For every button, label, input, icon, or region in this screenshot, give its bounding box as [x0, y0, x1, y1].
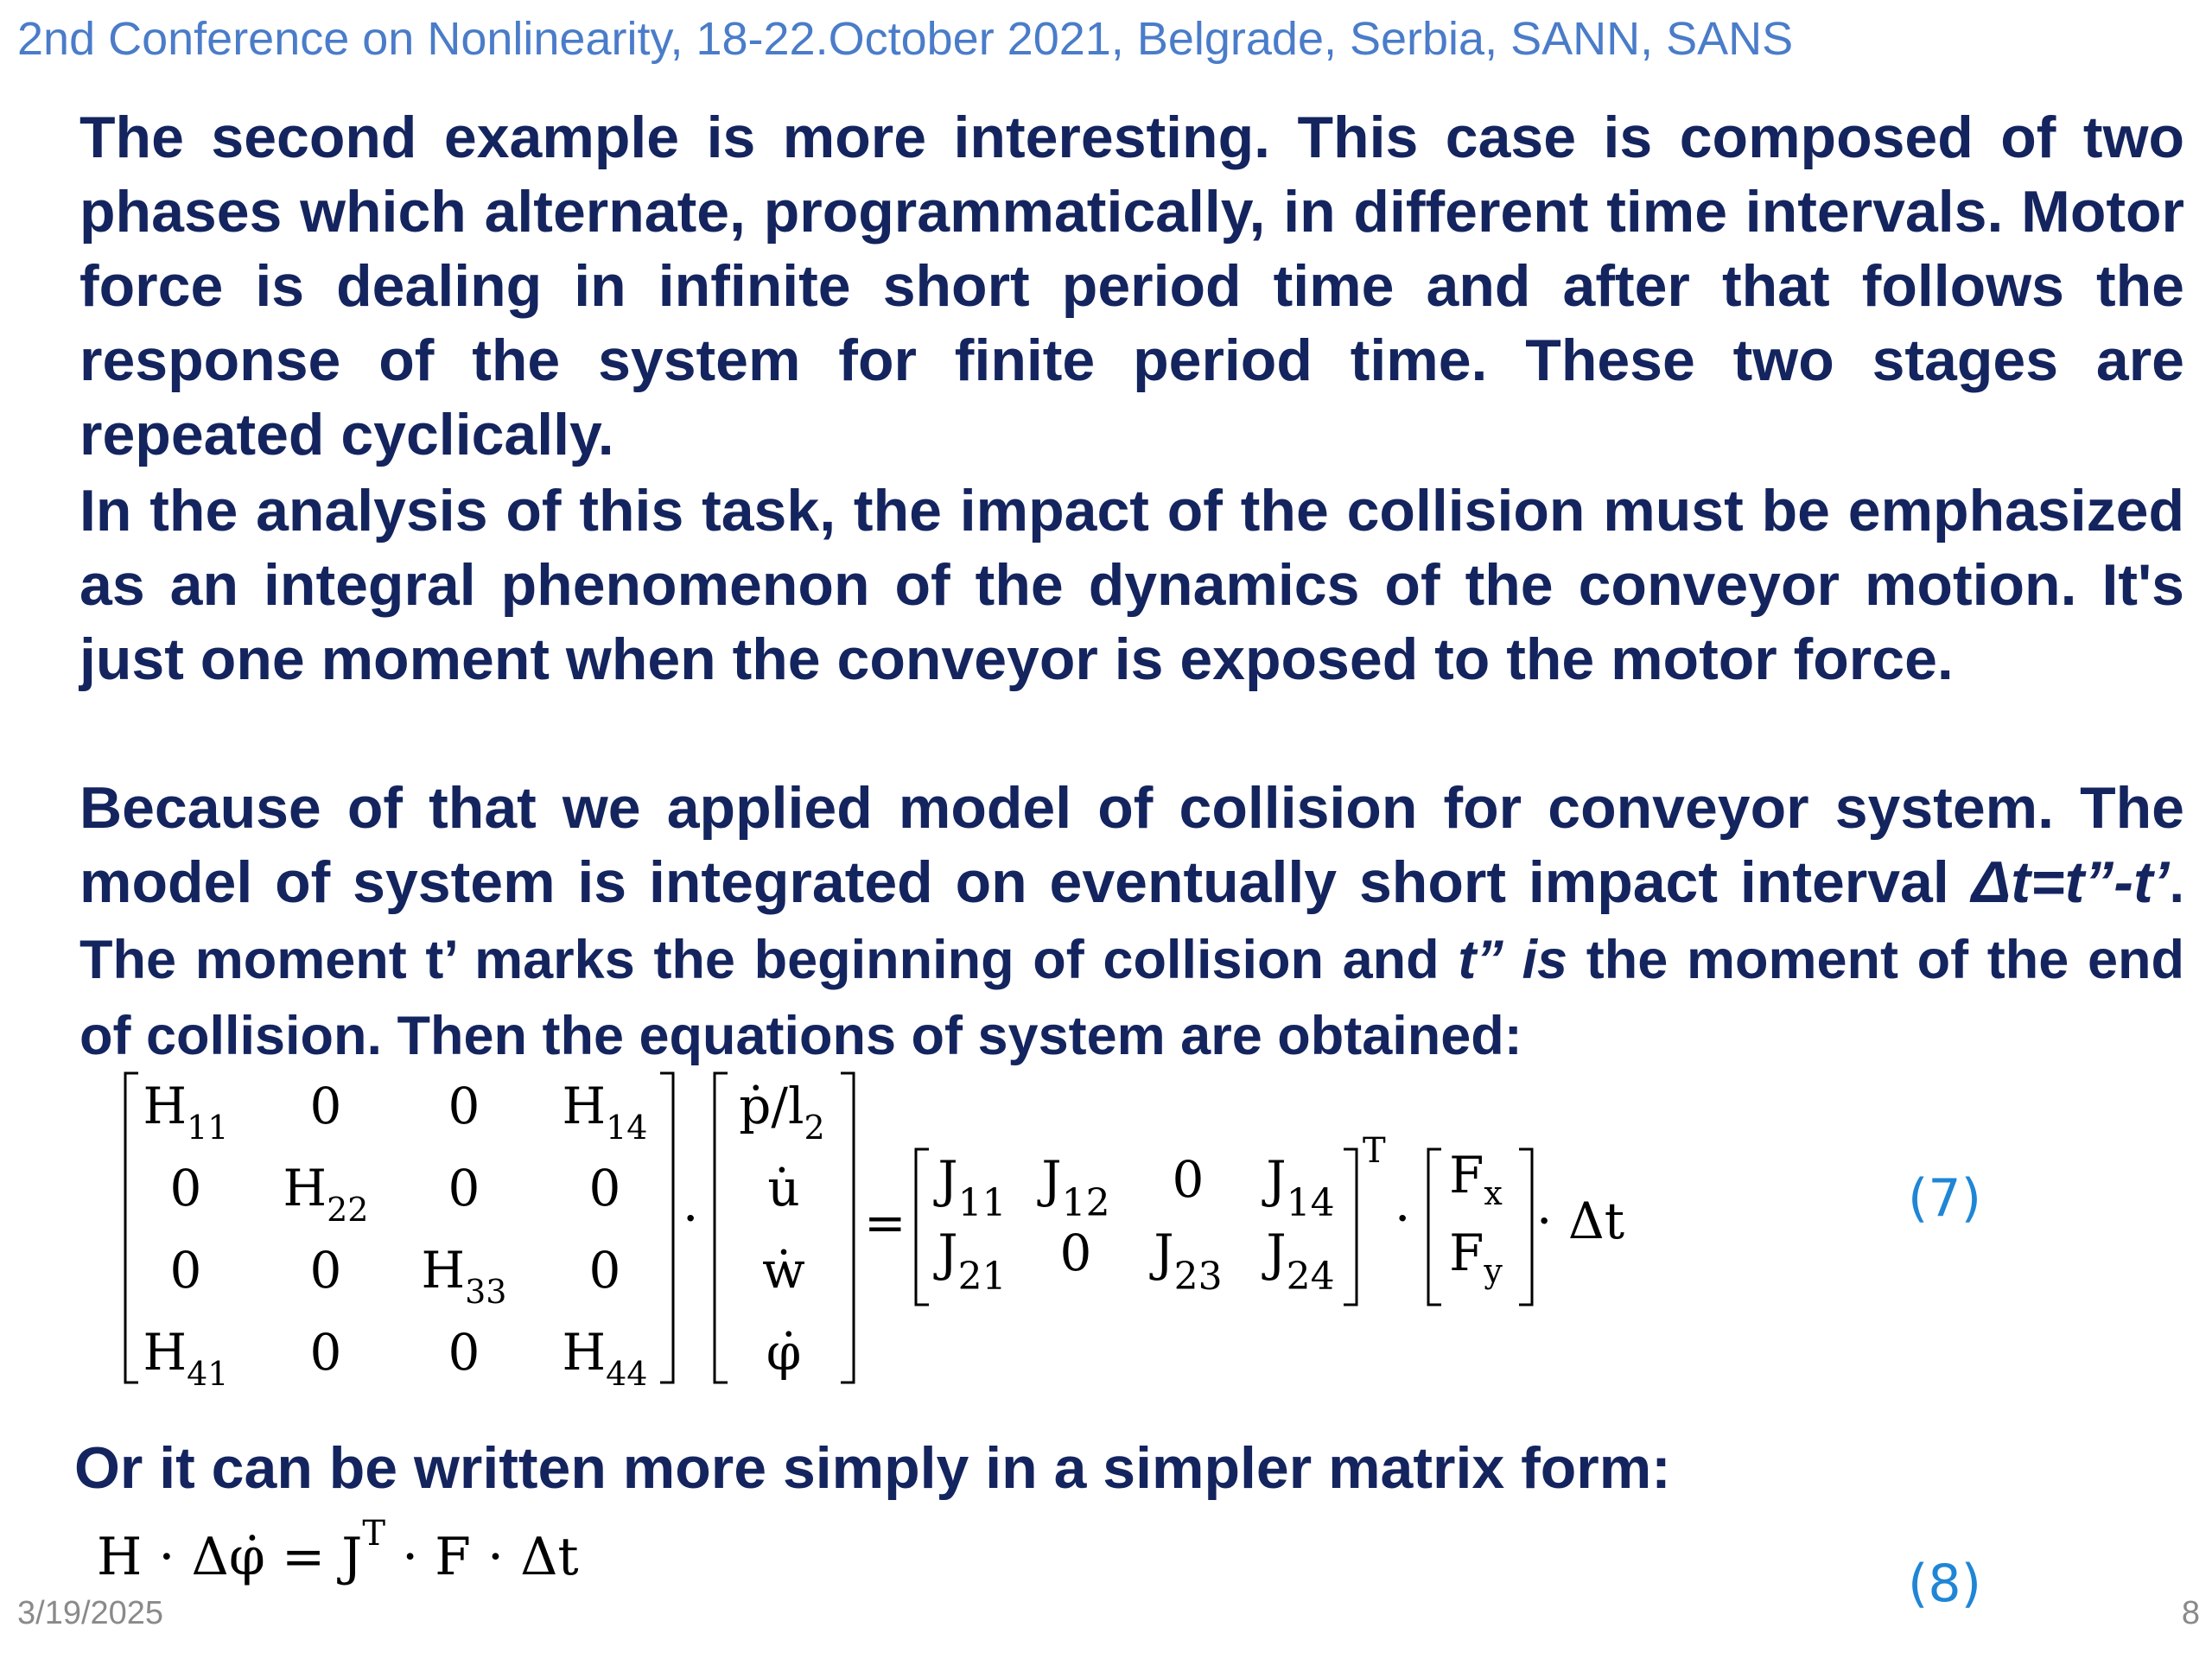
j-matrix-cell: $J_{12}$ — [1041, 1150, 1110, 1225]
impact-interval-formula: Δt=t”-t’ — [1971, 849, 2170, 915]
collision-model-text-2: . The moment t’ marks the beginning of collision and — [79, 854, 2184, 990]
h-matrix-cell: $H_{11}$ — [143, 1077, 229, 1147]
f-vector-cell: $F_y$ — [1449, 1224, 1503, 1290]
q-vector-cell: u̇ — [767, 1159, 800, 1217]
h-matrix-cell: 0 — [588, 1241, 621, 1300]
collision-model-text-3: the moment of the end of collision. Then the equations of system are obtained: — [79, 930, 2184, 1066]
j-matrix-cell: $J_{23}$ — [1154, 1224, 1223, 1299]
j-matrix-cell: $J_{24}$ — [1266, 1224, 1335, 1299]
conference-header: 2nd Conference on Nonlinearity, 18-22.October 2021, Belgrade, Serbia, SANN, SANS — [17, 13, 1794, 65]
end-moment-symbol: t” is — [1458, 930, 1568, 990]
j-matrix-cell: $J_{14}$ — [1266, 1150, 1335, 1225]
eq8-lhs: H · Δφ̇ = J — [97, 1527, 363, 1587]
svg-text:H · Δφ̇ = JT · F · Δt — [97, 1514, 579, 1587]
q-vector-cell: ẇ — [762, 1241, 805, 1300]
h-matrix-cell: 0 — [169, 1241, 202, 1300]
h-matrix-cell: 0 — [448, 1323, 480, 1382]
j-matrix-cell: $J_{21}$ — [938, 1224, 1007, 1299]
jacobian-matrix-j — [933, 1150, 1334, 1299]
h-matrix-cell: $H_{22}$ — [283, 1159, 369, 1229]
h-matrix-cell: 0 — [448, 1077, 480, 1135]
paragraph-collision-impact: In the analysis of this task, the impact of the collision must be emphasized as an integral phenomenon of the dynamics of the conveyor motion. It's just one moment when the conveyor is exposed to the motor force. — [79, 478, 2184, 692]
equals-sign: = — [864, 1193, 906, 1252]
multiply-dot-2: · — [1395, 1189, 1411, 1248]
multiply-dot-1: · — [683, 1189, 699, 1248]
h-matrix-cell: $H_{44}$ — [562, 1323, 648, 1393]
h-matrix-cell: 0 — [169, 1159, 202, 1217]
h-matrix-cell: $H_{33}$ — [421, 1241, 507, 1311]
h-matrix-cell: 0 — [309, 1323, 342, 1382]
j-matrix-cell: $J_{11}$ — [938, 1150, 1007, 1225]
j-matrix-cell: 0 — [1059, 1224, 1092, 1282]
h-matrix-cell: $H_{41}$ — [143, 1323, 229, 1393]
j-matrix-cell: 0 — [1172, 1150, 1205, 1209]
paragraph-collision-model — [79, 771, 2184, 1073]
eq8-rhs: · F · Δt — [385, 1527, 579, 1587]
equation-number-7: (7) — [1908, 1168, 1981, 1229]
f-vector-cell: $F_x$ — [1449, 1146, 1503, 1212]
force-vector-f — [1449, 1146, 1503, 1290]
footer-date: 3/19/2025 — [17, 1595, 164, 1631]
page-number: 8 — [2181, 1595, 2200, 1631]
h-matrix-cell: $H_{14}$ — [562, 1077, 648, 1147]
velocity-vector — [739, 1077, 824, 1382]
matrix-equation-8 — [0, 1503, 778, 1599]
collision-model-text-1: Because of that we applied model of collision for conveyor system. The model of system is integrated on eventually short impact interval — [79, 775, 2184, 915]
inertia-matrix-h — [143, 1077, 648, 1393]
h-matrix-cell: 0 — [588, 1159, 621, 1217]
eq8-transpose: T — [362, 1514, 386, 1554]
h-matrix-cell: 0 — [309, 1241, 342, 1300]
q-vector-cell: φ̇ — [766, 1323, 802, 1382]
h-matrix-cell: 0 — [309, 1077, 342, 1135]
matrix-equation-7 — [0, 1063, 1642, 1408]
equation-number-8: (8) — [1908, 1554, 1981, 1614]
paragraph-two-phases: The second example is more interesting. This case is composed of two phases which alternate, programmatically, in different time intervals. Motor force is dealing in infinite short period time and after that follows the response of the system for finite period time. These two stages are repeated cyclically. — [79, 105, 2184, 467]
delta-t-term: · Δt — [1536, 1192, 1625, 1250]
transpose-symbol: T — [1363, 1131, 1386, 1171]
h-matrix-cell: 0 — [448, 1159, 480, 1217]
q-vector-cell: $ṗ/l_2$ — [739, 1077, 825, 1147]
simpler-form-heading: Or it can be written more simply in a simpler matrix form: — [74, 1435, 1671, 1501]
